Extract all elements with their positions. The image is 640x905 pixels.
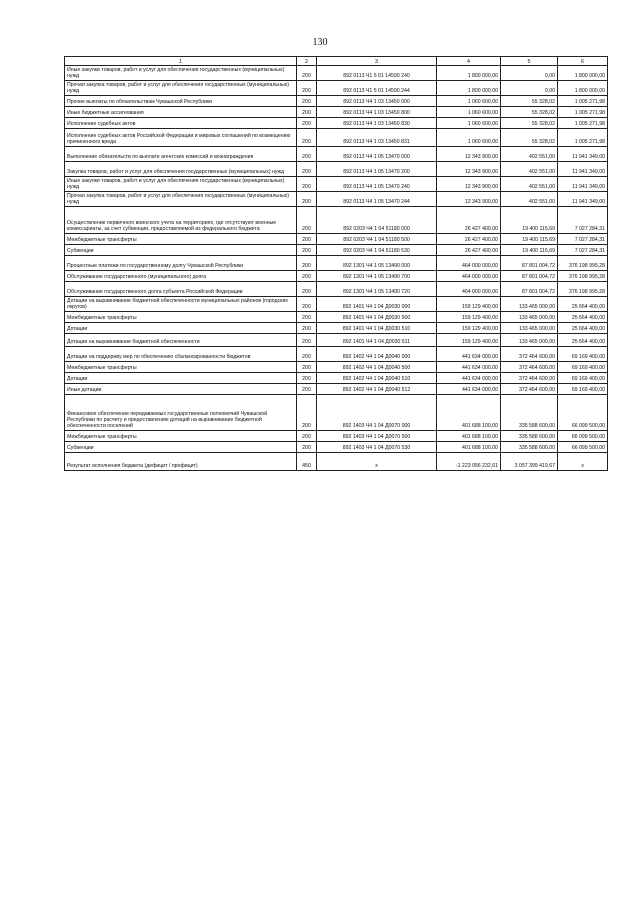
row-classification-code-cell: 892 0113 Ч4 1 03 13450 830: [317, 118, 437, 129]
row-name-cell: Дотации на выравнивание бюджетной обеспеченности муниципальных районов (городских округов): [65, 297, 297, 312]
row-name-cell: Межбюджетные трансферты: [65, 312, 297, 323]
row-line-code-cell: 200: [297, 334, 317, 347]
row-name-cell: Межбюджетные трансферты: [65, 362, 297, 373]
row-unexecuted-amount-cell: 69 169 400,00: [558, 384, 608, 395]
column-header-executed: 5: [501, 57, 558, 66]
row-executed-amount-cell: 87 801 004,72: [501, 271, 558, 282]
row-unexecuted-amount-cell: 7 027 284,31: [558, 245, 608, 256]
row-name-cell: Выполнение обязательств по выплате агентских комиссий и вознаграждения: [65, 147, 297, 162]
table-row: [65, 442, 608, 453]
row-executed-amount-cell: 335 588 600,00: [501, 431, 558, 442]
row-unexecuted-amount-cell: 25 664 400,00: [558, 312, 608, 323]
column-header-unexecuted: 6: [558, 57, 608, 66]
row-executed-amount-cell: 0,00: [501, 66, 558, 81]
row-approved-amount-cell: -1 223 056 232,61: [437, 453, 501, 471]
table-body: [65, 66, 608, 471]
row-executed-amount-cell: 3 057 399 419,67: [501, 453, 558, 471]
row-executed-amount-cell: 55 328,02: [501, 118, 558, 129]
row-approved-amount-cell: 441 634 000,00: [437, 347, 501, 362]
row-approved-amount-cell: 441 634 000,00: [437, 384, 501, 395]
row-line-code-cell: 200: [297, 282, 317, 297]
table-row: [65, 256, 608, 271]
row-name-cell: Процентные платежи по государственному долгу Чувашской Республики: [65, 256, 297, 271]
row-unexecuted-amount-cell: 66 099 500,00: [558, 431, 608, 442]
row-approved-amount-cell: 1 800 000,00: [437, 66, 501, 81]
row-approved-amount-cell: 12 343 900,00: [437, 192, 501, 207]
table-row: [65, 81, 608, 96]
table-row: [65, 312, 608, 323]
row-classification-code-cell: 892 1402 Ч4 1 04 Д0040 500: [317, 362, 437, 373]
row-line-code-cell: 200: [297, 362, 317, 373]
row-name-cell: Иные закупки товаров, работ и услуг для обеспечения государственных (муниципальных) нужд: [65, 66, 297, 81]
row-approved-amount-cell: 26 427 400,00: [437, 245, 501, 256]
table-row: [65, 96, 608, 107]
table-row: [65, 245, 608, 256]
row-approved-amount-cell: 401 688 100,00: [437, 431, 501, 442]
row-unexecuted-amount-cell: 69 169 400,00: [558, 347, 608, 362]
row-unexecuted-amount-cell: 69 169 400,00: [558, 362, 608, 373]
row-line-code-cell: 200: [297, 245, 317, 256]
row-unexecuted-amount-cell: 25 664 400,00: [558, 334, 608, 347]
row-line-code-cell: 200: [297, 297, 317, 312]
row-name-cell: Обслуживание государственного (муниципального) долга: [65, 271, 297, 282]
table-row: [65, 66, 608, 81]
row-classification-code-cell: 892 1403 Ч4 1 04 Д0070 000: [317, 395, 437, 431]
row-executed-amount-cell: 133 465 000,00: [501, 334, 558, 347]
row-line-code-cell: 200: [297, 312, 317, 323]
row-classification-code-cell: 892 1402 Ч4 1 04 Д0040 000: [317, 347, 437, 362]
row-classification-code-cell: 892 0203 Ч4 1 04 51180 000: [317, 207, 437, 234]
row-classification-code-cell: 892 1301 Ч4 1 05 13490 700: [317, 271, 437, 282]
row-name-cell: Межбюджетные трансферты: [65, 431, 297, 442]
row-line-code-cell: 200: [297, 81, 317, 96]
row-line-code-cell: 200: [297, 323, 317, 334]
row-unexecuted-amount-cell: 1 005 271,98: [558, 118, 608, 129]
table-row: [65, 297, 608, 312]
row-name-cell: Дотации на выравнивание бюджетной обеспеченности: [65, 334, 297, 347]
row-approved-amount-cell: 12 343 900,00: [437, 147, 501, 162]
row-approved-amount-cell: 1 060 600,00: [437, 96, 501, 107]
row-classification-code-cell: 892 0113 Ч4 1 05 13470 200: [317, 162, 437, 177]
row-line-code-cell: 200: [297, 256, 317, 271]
row-executed-amount-cell: 55 328,02: [501, 96, 558, 107]
row-approved-amount-cell: 1 060 600,00: [437, 107, 501, 118]
row-approved-amount-cell: 159 129 400,00: [437, 297, 501, 312]
row-executed-amount-cell: 372 464 600,00: [501, 373, 558, 384]
row-approved-amount-cell: 26 427 400,00: [437, 207, 501, 234]
row-line-code-cell: 200: [297, 431, 317, 442]
row-unexecuted-amount-cell: 66 099 500,00: [558, 442, 608, 453]
column-header-line-code: 2: [297, 57, 317, 66]
row-name-cell: Межбюджетные трансферты: [65, 234, 297, 245]
row-line-code-cell: 200: [297, 347, 317, 362]
table-row: [65, 384, 608, 395]
row-unexecuted-amount-cell: 376 198 995,28: [558, 256, 608, 271]
table-row: [65, 334, 608, 347]
row-unexecuted-amount-cell: 7 027 284,31: [558, 234, 608, 245]
row-classification-code-cell: 892 0113 Ч4 1 03 13450 800: [317, 107, 437, 118]
row-executed-amount-cell: 372 464 600,00: [501, 347, 558, 362]
row-classification-code-cell: 892 0113 Ч4 1 03 13450 831: [317, 129, 437, 147]
row-approved-amount-cell: 464 000 000,00: [437, 282, 501, 297]
row-executed-amount-cell: 55 328,02: [501, 129, 558, 147]
row-classification-code-cell: 892 0113 Ч1 5 01 14590 244: [317, 81, 437, 96]
row-line-code-cell: 200: [297, 192, 317, 207]
column-header-approved: 4: [437, 57, 501, 66]
row-executed-amount-cell: 19 400 115,69: [501, 207, 558, 234]
row-approved-amount-cell: 159 129 400,00: [437, 334, 501, 347]
table-row: [65, 373, 608, 384]
row-unexecuted-amount-cell: 376 198 995,28: [558, 282, 608, 297]
row-classification-code-cell: 892 1401 Ч4 1 04 Д0030 510: [317, 323, 437, 334]
row-approved-amount-cell: 159 129 400,00: [437, 312, 501, 323]
row-executed-amount-cell: 372 464 600,00: [501, 384, 558, 395]
row-name-cell: Иные дотации: [65, 384, 297, 395]
row-classification-code-cell: 892 1402 Ч4 1 04 Д0040 512: [317, 384, 437, 395]
row-name-cell: Иные закупки товаров, работ и услуг для обеспечения государственных (муниципальных) нужд: [65, 177, 297, 192]
row-executed-amount-cell: 0,00: [501, 81, 558, 96]
row-name-cell: Прочая закупка товаров, работ и услуг для обеспечения государственных (муниципальных) нужд: [65, 192, 297, 207]
table-row: [65, 118, 608, 129]
row-name-cell: Дотации на поддержку мер по обеспечению сбалансированности бюджетов: [65, 347, 297, 362]
row-executed-amount-cell: 402 551,00: [501, 177, 558, 192]
row-unexecuted-amount-cell: 11 941 349,00: [558, 162, 608, 177]
row-line-code-cell: 200: [297, 66, 317, 81]
row-line-code-cell: 200: [297, 271, 317, 282]
row-approved-amount-cell: 464 000 000,00: [437, 271, 501, 282]
row-name-cell: Результат исполнения бюджета (дефицит / профицит): [65, 453, 297, 471]
row-classification-code-cell: x: [317, 453, 437, 471]
row-unexecuted-amount-cell: 1 800 000,00: [558, 81, 608, 96]
row-unexecuted-amount-cell: 11 941 349,00: [558, 147, 608, 162]
row-approved-amount-cell: 1 060 600,00: [437, 118, 501, 129]
row-unexecuted-amount-cell: 376 198 995,28: [558, 271, 608, 282]
table-row: [65, 347, 608, 362]
row-name-cell: Дотации: [65, 323, 297, 334]
row-line-code-cell: 200: [297, 373, 317, 384]
row-executed-amount-cell: 402 551,00: [501, 147, 558, 162]
row-line-code-cell: 200: [297, 384, 317, 395]
row-line-code-cell: 200: [297, 118, 317, 129]
row-unexecuted-amount-cell: 1 005 271,98: [558, 96, 608, 107]
row-approved-amount-cell: 441 634 000,00: [437, 362, 501, 373]
row-executed-amount-cell: 19 400 115,69: [501, 245, 558, 256]
row-executed-amount-cell: 133 465 000,00: [501, 297, 558, 312]
page-number: 130: [312, 37, 328, 48]
row-line-code-cell: 200: [297, 107, 317, 118]
table-row: [65, 323, 608, 334]
table-row: [65, 395, 608, 431]
row-name-cell: Субвенции: [65, 442, 297, 453]
row-executed-amount-cell: 87 801 004,72: [501, 282, 558, 297]
row-approved-amount-cell: 159 129 400,00: [437, 323, 501, 334]
row-line-code-cell: 200: [297, 177, 317, 192]
row-line-code-cell: 200: [297, 129, 317, 147]
row-classification-code-cell: 892 0113 Ч1 5 01 14590 240: [317, 66, 437, 81]
table-row: [65, 234, 608, 245]
row-name-cell: Осуществление первичного воинского учета на территориях, где отсутствуют военные комиссариаты, за счет субвенции, предоставляемой из федерального бюджета: [65, 207, 297, 234]
row-executed-amount-cell: 19 400 115,69: [501, 234, 558, 245]
row-approved-amount-cell: 464 000 000,00: [437, 256, 501, 271]
row-name-cell: Прочая закупка товаров, работ и услуг для обеспечения государственных (муниципальных) нужд: [65, 81, 297, 96]
row-unexecuted-amount-cell: 11 941 349,00: [558, 192, 608, 207]
row-classification-code-cell: 892 1403 Ч4 1 04 Д0070 530: [317, 442, 437, 453]
row-unexecuted-amount-cell: 11 941 349,00: [558, 177, 608, 192]
row-unexecuted-amount-cell: 1 005 271,98: [558, 129, 608, 147]
row-executed-amount-cell: 133 465 000,00: [501, 323, 558, 334]
row-approved-amount-cell: 12 343 900,00: [437, 162, 501, 177]
column-header-name: 1: [65, 57, 297, 66]
row-approved-amount-cell: 401 688 100,00: [437, 442, 501, 453]
table-row: [65, 207, 608, 234]
row-executed-amount-cell: 402 551,00: [501, 192, 558, 207]
budget-execution-table: [64, 56, 608, 471]
row-approved-amount-cell: 26 427 400,00: [437, 234, 501, 245]
row-classification-code-cell: 892 0203 Ч4 1 04 51180 500: [317, 234, 437, 245]
row-executed-amount-cell: 372 464 600,00: [501, 362, 558, 373]
row-unexecuted-amount-cell: 1 800 000,00: [558, 66, 608, 81]
table-row: [65, 107, 608, 118]
table-row: [65, 162, 608, 177]
row-classification-code-cell: 892 0203 Ч4 1 04 51180 530: [317, 245, 437, 256]
row-name-cell: Исполнение судебных актов: [65, 118, 297, 129]
row-classification-code-cell: 892 1401 Ч4 1 04 Д0030 000: [317, 297, 437, 312]
row-unexecuted-amount-cell: 66 099 500,00: [558, 395, 608, 431]
table-row: [65, 282, 608, 297]
row-name-cell: Обслуживание государственного долга субъекта Российской Федерации: [65, 282, 297, 297]
row-unexecuted-amount-cell: 7 027 284,31: [558, 207, 608, 234]
row-approved-amount-cell: 401 688 100,00: [437, 395, 501, 431]
column-header-classification-code: 3: [317, 57, 437, 66]
row-approved-amount-cell: 1 060 600,00: [437, 129, 501, 147]
table-row: [65, 192, 608, 207]
row-name-cell: Финансовое обеспечение передаваемых государственных полномочий Чувашской Республики по расчету и предоставлению дотаций на выравнивание бюджетной обеспеченности поселений: [65, 395, 297, 431]
row-line-code-cell: 200: [297, 147, 317, 162]
row-executed-amount-cell: 133 465 000,00: [501, 312, 558, 323]
row-unexecuted-amount-cell: x: [558, 453, 608, 471]
row-approved-amount-cell: 441 634 000,00: [437, 373, 501, 384]
table-row: [65, 147, 608, 162]
row-name-cell: Прочие выплаты по обязательствам Чувашской Республики: [65, 96, 297, 107]
row-executed-amount-cell: 402 551,00: [501, 162, 558, 177]
table-row: [65, 362, 608, 373]
row-line-code-cell: 200: [297, 207, 317, 234]
row-executed-amount-cell: 55 328,02: [501, 107, 558, 118]
row-approved-amount-cell: 12 343 900,00: [437, 177, 501, 192]
row-name-cell: Иные бюджетные ассигнования: [65, 107, 297, 118]
table-row: [65, 271, 608, 282]
table-row: [65, 129, 608, 147]
row-approved-amount-cell: 1 800 000,00: [437, 81, 501, 96]
row-classification-code-cell: 892 1301 Ч4 1 05 13490 720: [317, 282, 437, 297]
table-header-row: [65, 57, 608, 66]
row-classification-code-cell: 892 1401 Ч4 1 04 Д0030 511: [317, 334, 437, 347]
row-classification-code-cell: 892 0113 Ч4 1 03 13450 000: [317, 96, 437, 107]
row-name-cell: Закупка товаров, работ и услуг для обеспечения государственных (муниципальных) нужд: [65, 162, 297, 177]
row-unexecuted-amount-cell: 1 005 271,98: [558, 107, 608, 118]
row-unexecuted-amount-cell: 69 169 400,00: [558, 373, 608, 384]
row-classification-code-cell: 892 0113 Ч4 1 05 13470 240: [317, 177, 437, 192]
table-row: [65, 431, 608, 442]
row-name-cell: Дотации: [65, 373, 297, 384]
row-executed-amount-cell: 335 588 600,00: [501, 395, 558, 431]
row-classification-code-cell: 892 1402 Ч4 1 04 Д0040 510: [317, 373, 437, 384]
row-name-cell: Исполнение судебных актов Российской Федерации и мировых соглашений по возмещению причиненного вреда: [65, 129, 297, 147]
row-classification-code-cell: 892 1403 Ч4 1 04 Д0070 500: [317, 431, 437, 442]
row-classification-code-cell: 892 0113 Ч4 1 05 13470 000: [317, 147, 437, 162]
row-classification-code-cell: 892 0113 Ч4 1 05 13470 244: [317, 192, 437, 207]
row-unexecuted-amount-cell: 25 664 400,00: [558, 297, 608, 312]
row-line-code-cell: 200: [297, 96, 317, 107]
row-line-code-cell: 200: [297, 395, 317, 431]
table-row: [65, 453, 608, 471]
row-classification-code-cell: 892 1401 Ч4 1 04 Д0030 500: [317, 312, 437, 323]
row-classification-code-cell: 892 1301 Ч4 1 05 13490 000: [317, 256, 437, 271]
row-line-code-cell: 200: [297, 162, 317, 177]
table-row: [65, 177, 608, 192]
row-executed-amount-cell: 87 801 004,72: [501, 256, 558, 271]
row-line-code-cell: 200: [297, 442, 317, 453]
row-unexecuted-amount-cell: 25 664 400,00: [558, 323, 608, 334]
row-executed-amount-cell: 335 588 600,00: [501, 442, 558, 453]
row-line-code-cell: 450: [297, 453, 317, 471]
row-name-cell: Субвенции: [65, 245, 297, 256]
row-line-code-cell: 200: [297, 234, 317, 245]
